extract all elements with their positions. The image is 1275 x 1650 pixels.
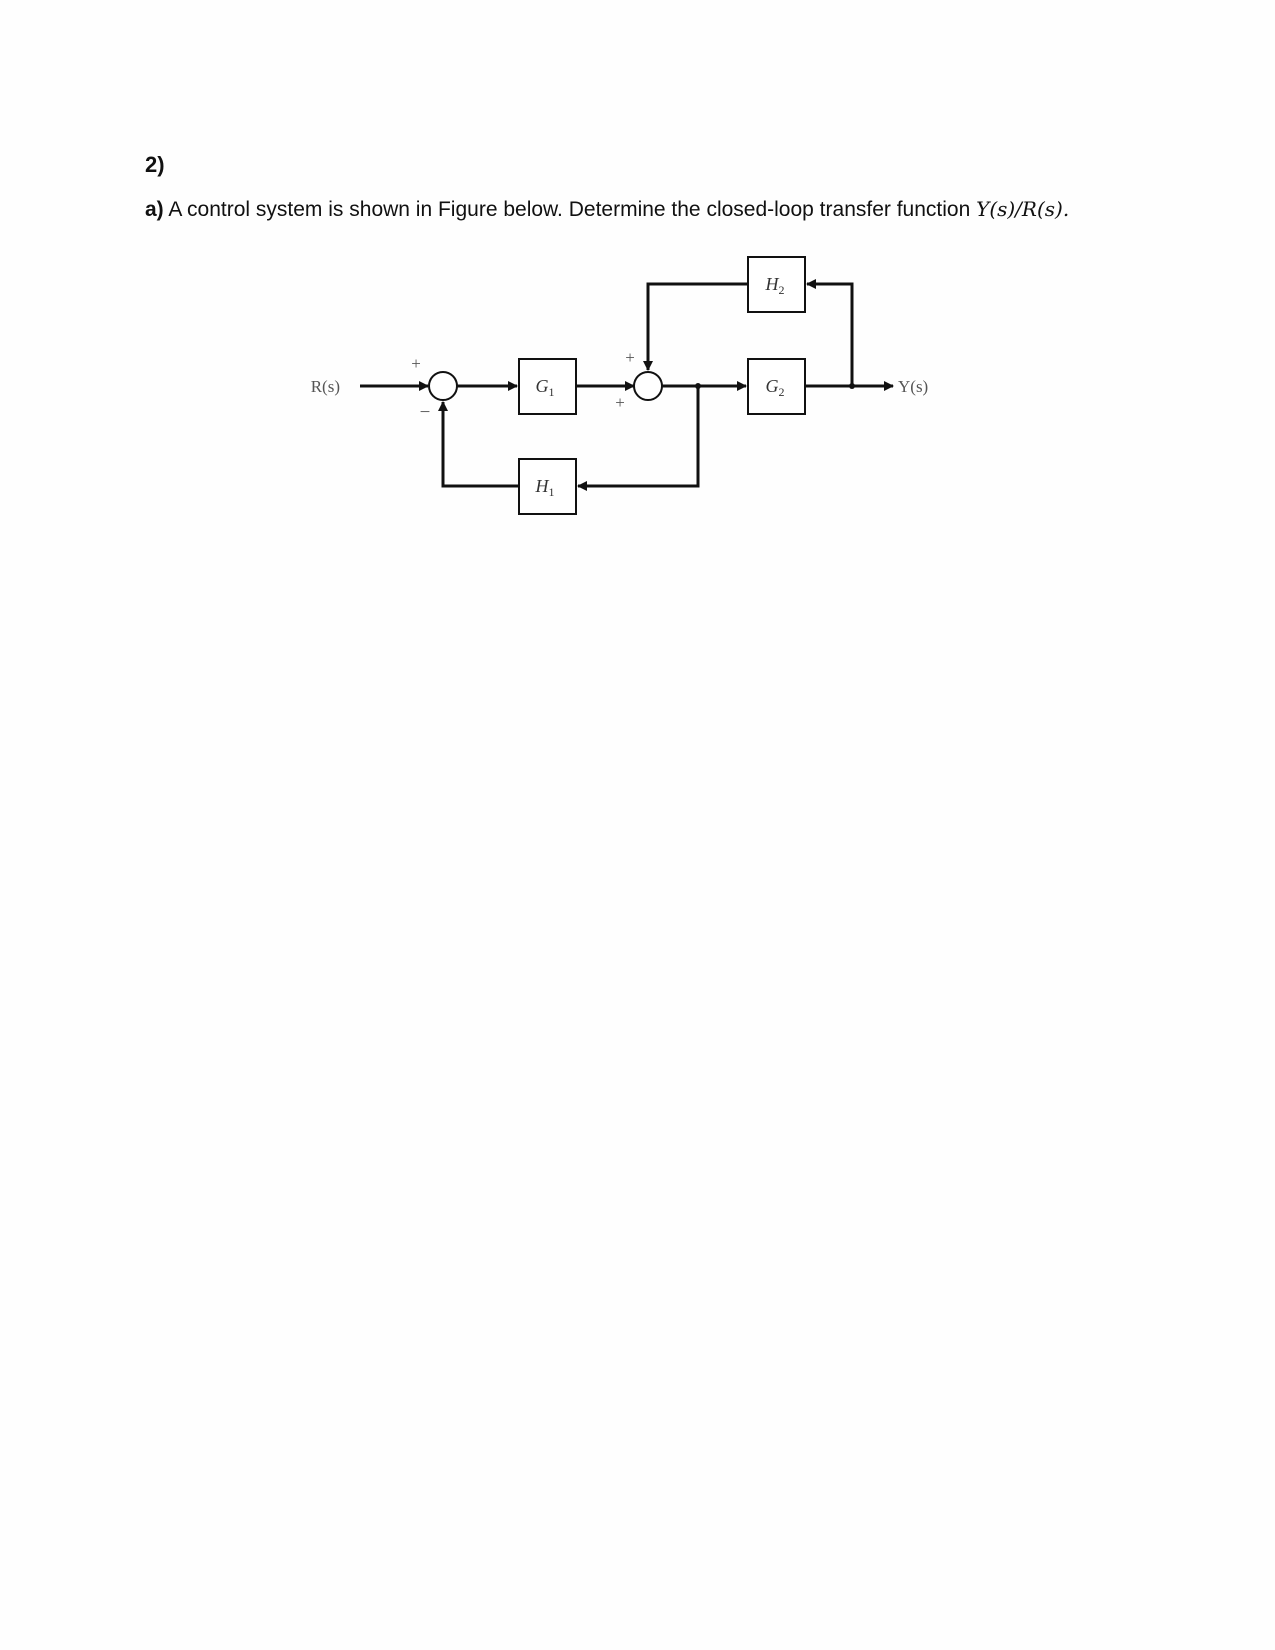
summing-junction-2 [634,372,662,400]
sum2-top-plus-sign: + [625,348,635,367]
g2-label: $G_2$ [765,376,785,399]
h1-output-path [443,402,519,486]
h2-input-path [807,284,852,386]
h2-label: $H_2$ [765,274,785,297]
output-label: Y(s) [898,377,929,396]
sum1-plus-sign: + [411,354,421,373]
question-body: A control system is shown in Figure below. Determine the closed-loop transfer function [168,198,971,221]
h2-output-path [648,284,748,370]
summing-junction-1 [429,372,457,400]
transfer-function-expression: Y(s)/R(s). [976,197,1070,221]
h1-label: $H_1$ [535,476,555,499]
g1-label: $G_1$ [535,376,555,399]
part-label: a) [145,198,164,221]
sum2-left-plus-sign: + [615,393,625,412]
sum1-minus-sign: − [419,402,431,423]
input-label: R(s) [310,377,340,396]
question-number: 2) [145,152,165,177]
h1-input-path [578,386,698,486]
